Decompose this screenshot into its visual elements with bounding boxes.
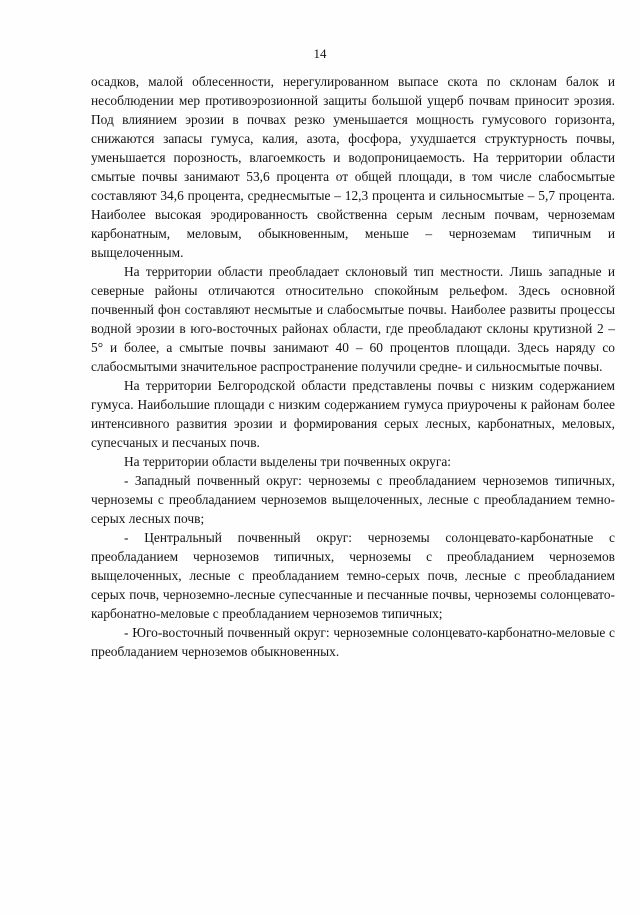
list-item-southeastern-district: - Юго-восточный почвенный округ: черноземные солонцевато-карбонатно-меловые с преобладанием черноземов обыкновенных. — [91, 625, 615, 659]
document-body — [91, 72, 615, 661]
paragraph-soil-districts-intro: На территории области выделены три почвенных округа: — [124, 454, 451, 469]
list-item-western-district: - Западный почвенный округ: черноземы с преобладанием черноземов типичных, черноземы с преобладанием черноземов выщелоченных, лесные с преобладанием темно-серых лесных почв; — [91, 473, 615, 526]
page-number: 14 — [313, 46, 327, 61]
paragraph-erosion-impact: осадков, малой облесенности, нерегулированном выпасе скота по склонам балок и несоблюдении мер противоэрозионной защиты большой ущерб почвам приносит эрозия. Под влиянием эрозии в почвах резко уменьшается мощность гумусового горизонта, снижаются запасы гумуса, калия, азота, фосфора, ухудшается структурность почвы, уменьшается порозность, влагоемкость и водопроницаемость. На территории области смытые почвы занимают 53,6 процента от общей площади, в том числе слабосмытые составляют 34,6 процента, среднесмытые – 12,3 процента и сильносмытые – 5,7 процента. Наиболее высокая эродированность свойственна серым лесным почвам, черноземам карбонатным, меловым, обыкновенным, меньше – черноземам типичным и выщелоченным. — [91, 74, 615, 260]
paragraph-humus-content: На территории Белгородской области представлены почвы с низким содержанием гумуса. Наибольшие площади с низким содержанием гумуса приурочены к районам более интенсивного развития эрозии и формирования серых лесных, карбонатных, меловых, супесчаных и песчаных почв. — [91, 378, 615, 450]
paragraph-terrain-type: На территории области преобладает склоновый тип местности. Лишь западные и северные районы отличаются относительно спокойным рельефом. Здесь основной почвенный фон составляют несмытые и слабосмытые почвы. Наиболее развиты процессы водной эрозии в юго-восточных районах области, где преобладают склоны крутизной 2 – 5° и более, а смытые почвы занимают 40 – 60 процентов площади. Здесь наряду со слабосмытыми значительное распространение получили средне- и сильносмытые почвы. — [91, 264, 615, 374]
list-item-central-district: - Центральный почвенный округ: черноземы солонцевато-карбонатные с преобладанием черноземов типичных, черноземы с преобладанием черноземов выщелоченных, лесные с преобладанием темно-серых почв, лесные с преобладанием серых почв, черноземно-лесные супесчанные и песчанные почвы, черноземы солонцевато-карбонатно-меловые с преобладанием черноземов типичных; — [91, 530, 615, 621]
